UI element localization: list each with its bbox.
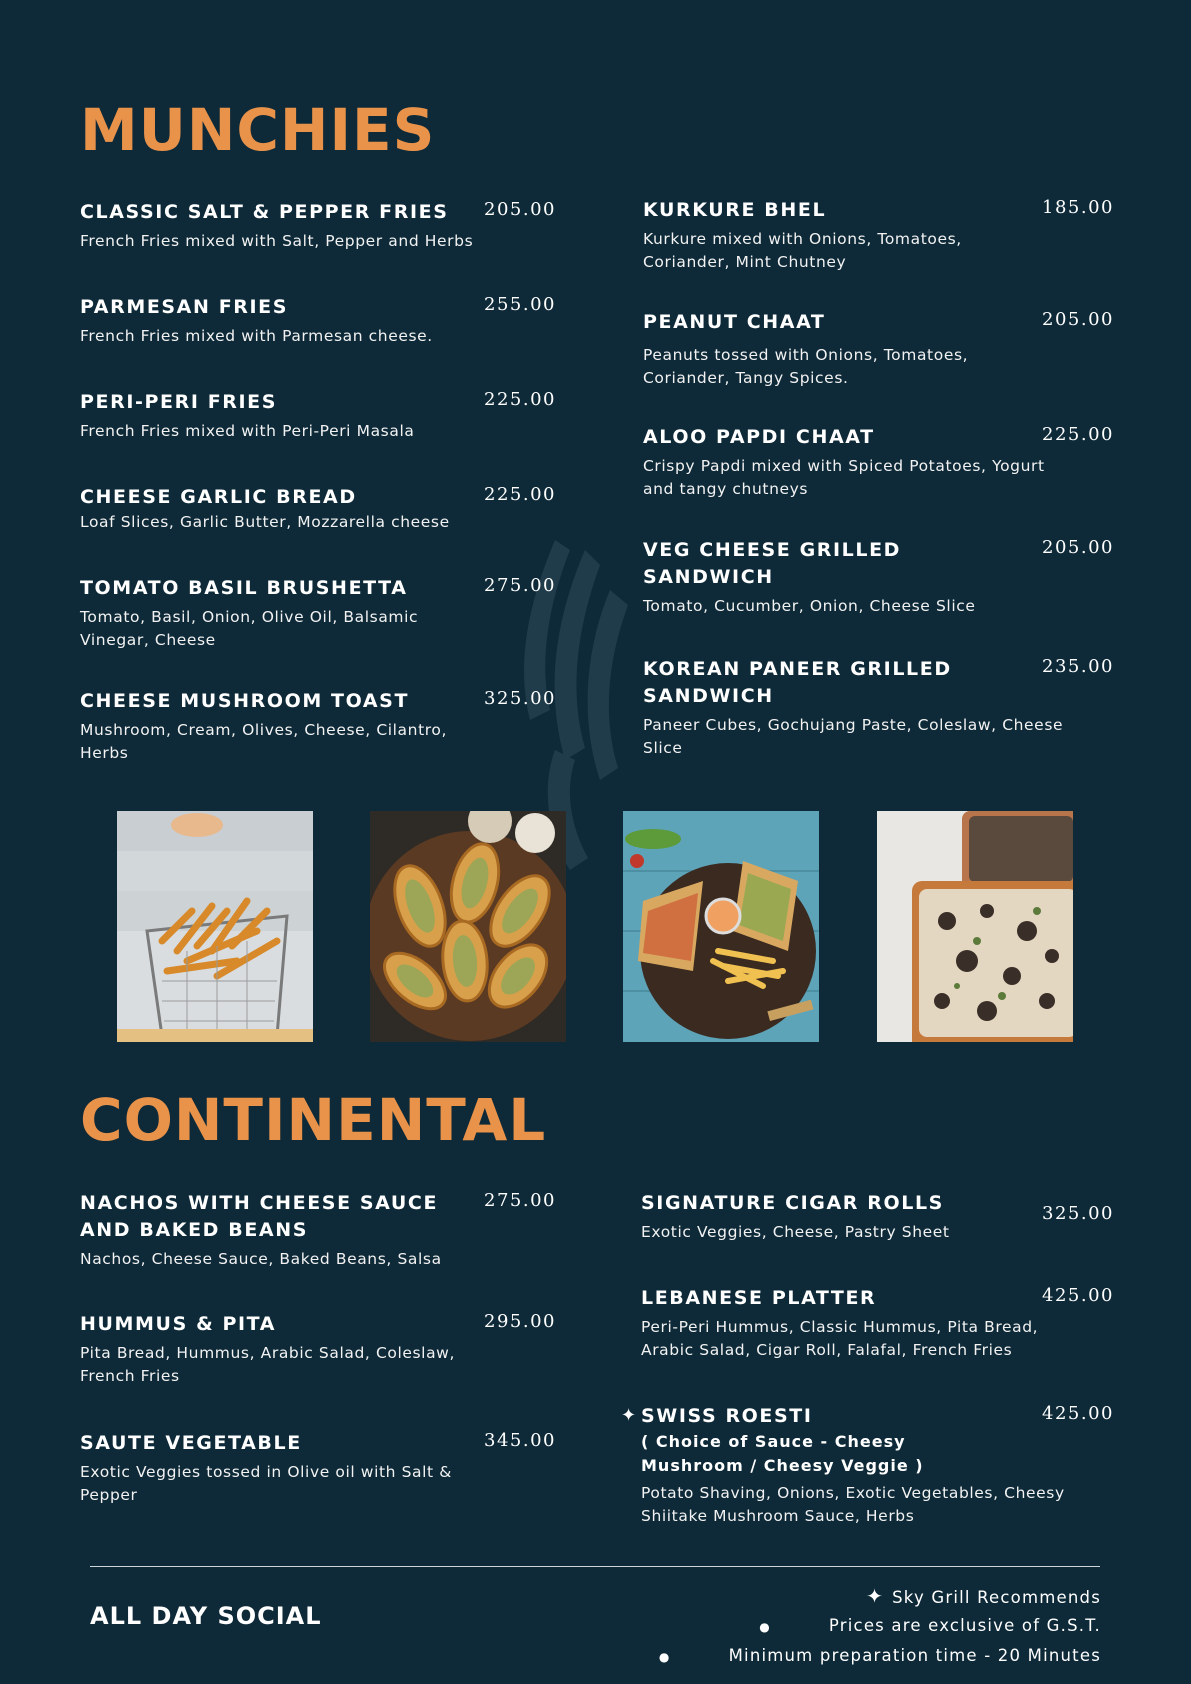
item-description: French Fries mixed with Peri-Peri Masala [80, 422, 415, 440]
menu-item [643, 656, 1114, 760]
item-name: HUMMUS & PITA [80, 1313, 277, 1335]
item-name: CHEESE GARLIC BREAD [80, 486, 357, 508]
item-price: 325.00 [1042, 1203, 1114, 1224]
garlic-bread-photo [370, 811, 566, 1042]
menu-item [80, 575, 556, 652]
item-name: SWISS ROESTI [641, 1405, 813, 1427]
brand-name: ALL DAY SOCIAL [90, 1602, 322, 1630]
item-price: 275.00 [484, 1190, 556, 1211]
menu-item [80, 389, 556, 443]
fries-basket-photo [117, 811, 313, 1042]
item-description: Mushroom, Cream, Olives, Cheese, Cilantro, Herbs [80, 721, 448, 762]
item-price: 425.00 [1042, 1403, 1114, 1424]
item-description: Crispy Papdi mixed with Spiced Potatoes, Yogurt and tangy chutneys [643, 457, 1045, 498]
item-description: Exotic Veggies tossed in Olive oil with Salt & Pepper [80, 1463, 452, 1504]
item-description: Nachos, Cheese Sauce, Baked Beans, Salsa [80, 1250, 442, 1268]
item-price: 185.00 [1042, 197, 1114, 218]
item-description: French Fries mixed with Salt, Pepper and Herbs [80, 232, 474, 250]
bullet-icon: ● [759, 1619, 771, 1634]
recommend-star-icon: ✦ [866, 1584, 885, 1608]
menu-item [643, 424, 1114, 501]
item-price: 235.00 [1042, 656, 1114, 677]
item-name: CHEESE MUSHROOM TOAST [80, 690, 410, 712]
item-price: 225.00 [1042, 424, 1114, 445]
item-price: 205.00 [1042, 537, 1114, 558]
item-price: 325.00 [484, 688, 556, 709]
grilled-sandwich-photo [623, 811, 819, 1042]
item-price: 425.00 [1042, 1285, 1114, 1306]
item-price: 205.00 [484, 199, 556, 220]
menu-item [643, 537, 1114, 618]
menu-item [80, 484, 556, 534]
prep-time-note [659, 1646, 1101, 1665]
item-description: Tomato, Basil, Onion, Olive Oil, Balsamic Vinegar, Cheese [80, 608, 419, 649]
continental-title: CONTINENTAL [80, 1086, 547, 1154]
item-name: PARMESAN FRIES [80, 296, 289, 318]
recommended-star-icon: ✦ [621, 1405, 637, 1426]
menu-item [80, 1311, 556, 1388]
item-price: 225.00 [484, 484, 556, 505]
item-price: 295.00 [484, 1311, 556, 1332]
item-name: LEBANESE PLATTER [641, 1287, 877, 1309]
item-name: CLASSIC SALT & PEPPER FRIES [80, 201, 449, 223]
item-name: SAUTE VEGETABLE [80, 1432, 302, 1454]
item-description: Paneer Cubes, Gochujang Paste, Coleslaw, Cheese Slice [643, 716, 1064, 757]
menu-item [621, 1403, 1114, 1528]
footer-divider [90, 1566, 1100, 1567]
item-description: Loaf Slices, Garlic Butter, Mozzarella cheese [80, 513, 450, 531]
item-price: 275.00 [484, 575, 556, 596]
item-description: Tomato, Cucumber, Onion, Cheese Slice [643, 597, 976, 615]
gst-note [759, 1616, 1101, 1635]
item-description: Peanuts tossed with Onions, Tomatoes, Coriander, Tangy Spices. [643, 346, 969, 387]
item-description: Kurkure mixed with Onions, Tomatoes, Coriander, Mint Chutney [643, 230, 962, 271]
recommend-note [866, 1584, 1101, 1608]
item-description: French Fries mixed with Parmesan cheese. [80, 327, 433, 345]
bullet-icon: ● [658, 1649, 671, 1664]
item-price: 225.00 [484, 389, 556, 410]
munchies-title: MUNCHIES [80, 96, 436, 164]
item-price: 345.00 [484, 1430, 556, 1451]
item-description: Pita Bread, Hummus, Arabic Salad, Coleslaw, French Fries [80, 1344, 455, 1385]
item-price: 205.00 [1042, 309, 1114, 330]
menu-item [80, 199, 556, 253]
item-name: PERI-PERI FRIES [80, 391, 278, 413]
item-name: TOMATO BASIL BRUSHETTA [80, 577, 408, 599]
menu-item [80, 688, 556, 765]
item-name: VEG CHEESE GRILLED SANDWICH [643, 539, 902, 588]
item-name: PEANUT CHAAT [643, 311, 826, 333]
prep-text: Minimum preparation time - 20 Minutes [728, 1646, 1101, 1665]
item-name: NACHOS WITH CHEESE SAUCE AND BAKED BEANS [80, 1192, 439, 1241]
menu-item [80, 1190, 556, 1271]
mushroom-toast-photo [877, 811, 1073, 1042]
item-description: Exotic Veggies, Cheese, Pastry Sheet [641, 1223, 950, 1241]
item-name: KURKURE BHEL [643, 199, 827, 221]
item-name: KOREAN PANEER GRILLED SANDWICH [643, 658, 952, 707]
menu-item [80, 294, 556, 348]
menu-item [641, 1285, 1114, 1362]
menu-item [643, 197, 1114, 274]
recommend-text: Sky Grill Recommends [892, 1588, 1101, 1607]
menu-item [643, 309, 1114, 390]
item-sauce-note: ( Choice of Sauce - Cheesy Mushroom / Cheesy Veggie ) [641, 1432, 924, 1475]
item-description: Peri-Peri Hummus, Classic Hummus, Pita Bread, Arabic Salad, Cigar Roll, Falafal, French Fries [641, 1318, 1039, 1359]
item-name: ALOO PAPDI CHAAT [643, 426, 875, 448]
menu-item [641, 1190, 1114, 1244]
item-price: 255.00 [484, 294, 556, 315]
gst-text: Prices are exclusive of G.S.T. [828, 1616, 1101, 1635]
menu-item [80, 1430, 556, 1507]
item-name: SIGNATURE CIGAR ROLLS [641, 1192, 944, 1214]
item-description: Potato Shaving, Onions, Exotic Vegetables, Cheesy Shiitake Mushroom Sauce, Herbs [641, 1484, 1065, 1525]
